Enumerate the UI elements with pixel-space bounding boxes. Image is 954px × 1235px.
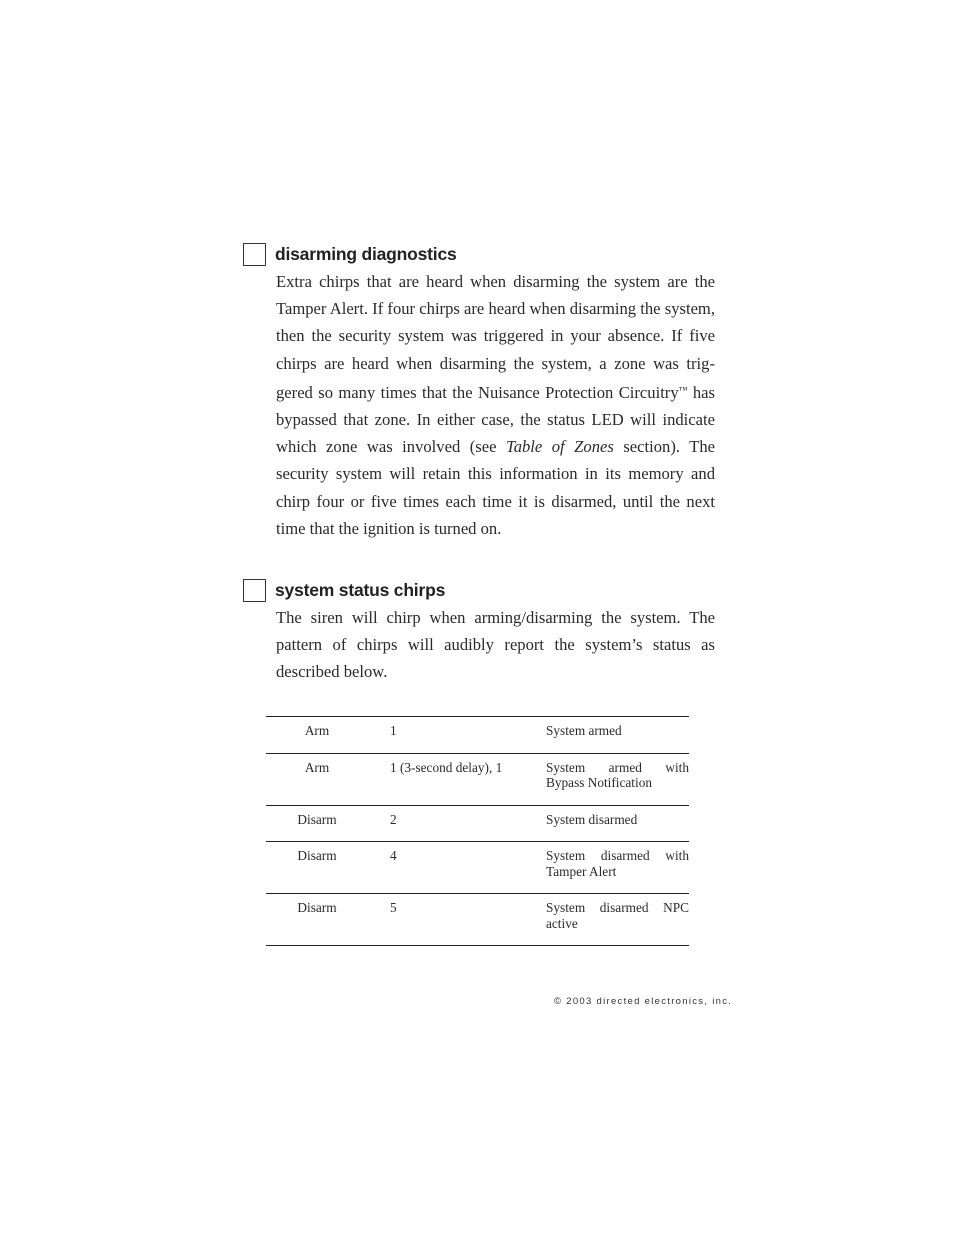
table-row: [266, 842, 689, 894]
table-of-zones-reference: Table of Zones: [505, 437, 614, 457]
section-disarming-diagnostics: [243, 241, 715, 542]
section-system-status-chirps: [243, 577, 715, 686]
status-cell: System disarmed NPC active: [546, 900, 689, 931]
section-header: [243, 241, 715, 267]
table-row: [266, 805, 689, 842]
body-text: section). The security system will retain this information in its memory and chirp four or five times each time it is disarmed, until the next time that the ignition is turned on.: [276, 437, 715, 538]
trademark-symbol: ™: [678, 384, 688, 395]
copyright-footer: © 2003 directed electronics, inc.: [554, 996, 733, 1007]
body-text: has bypassed that zone. In either case, the status LED will indicate which zone was involved (see: [276, 382, 715, 457]
table-row: [266, 717, 689, 754]
section-body: [276, 268, 715, 542]
action-cell: Disarm: [297, 811, 337, 827]
body-text: Extra chirps that are heard when disarming the system are the Tamper Alert. If four chirps are heard when disarming the system, then the security system was triggered in your absence. If five chirps are heard when disarming the system, a zone was trig-gered so many times that the Nuisance Protection Circuitry: [276, 272, 715, 402]
status-cell: System disarmed: [546, 811, 638, 827]
action-cell: Disarm: [297, 848, 337, 863]
chirps-cell: 4: [390, 848, 397, 863]
table-row: [266, 894, 689, 946]
table-row: [266, 753, 689, 805]
chirp-table: [266, 716, 689, 946]
chirps-cell: 1 (3-second delay), 1: [390, 759, 503, 775]
action-cell: Disarm: [297, 900, 337, 915]
chirps-cell: 1: [390, 723, 397, 738]
checkbox-icon: [243, 243, 266, 266]
checkbox-icon: [243, 579, 266, 602]
status-cell: System disarmed with Tamper Alert: [546, 848, 689, 879]
chirps-cell: 2: [390, 811, 397, 827]
section-header: [243, 577, 715, 603]
action-cell: Arm: [304, 723, 330, 738]
status-cell: System armed: [546, 723, 622, 738]
section-title: system status chirps: [275, 579, 446, 600]
section-title: disarming diagnostics: [275, 243, 457, 264]
section-body: The siren will chirp when arming/disarming the system. The pattern of chirps will audibly report the system’s status as described below.: [276, 608, 715, 682]
chirps-cell: 5: [390, 900, 397, 915]
action-cell: Arm: [304, 759, 330, 775]
status-cell: System armed with Bypass Notification: [546, 759, 689, 790]
